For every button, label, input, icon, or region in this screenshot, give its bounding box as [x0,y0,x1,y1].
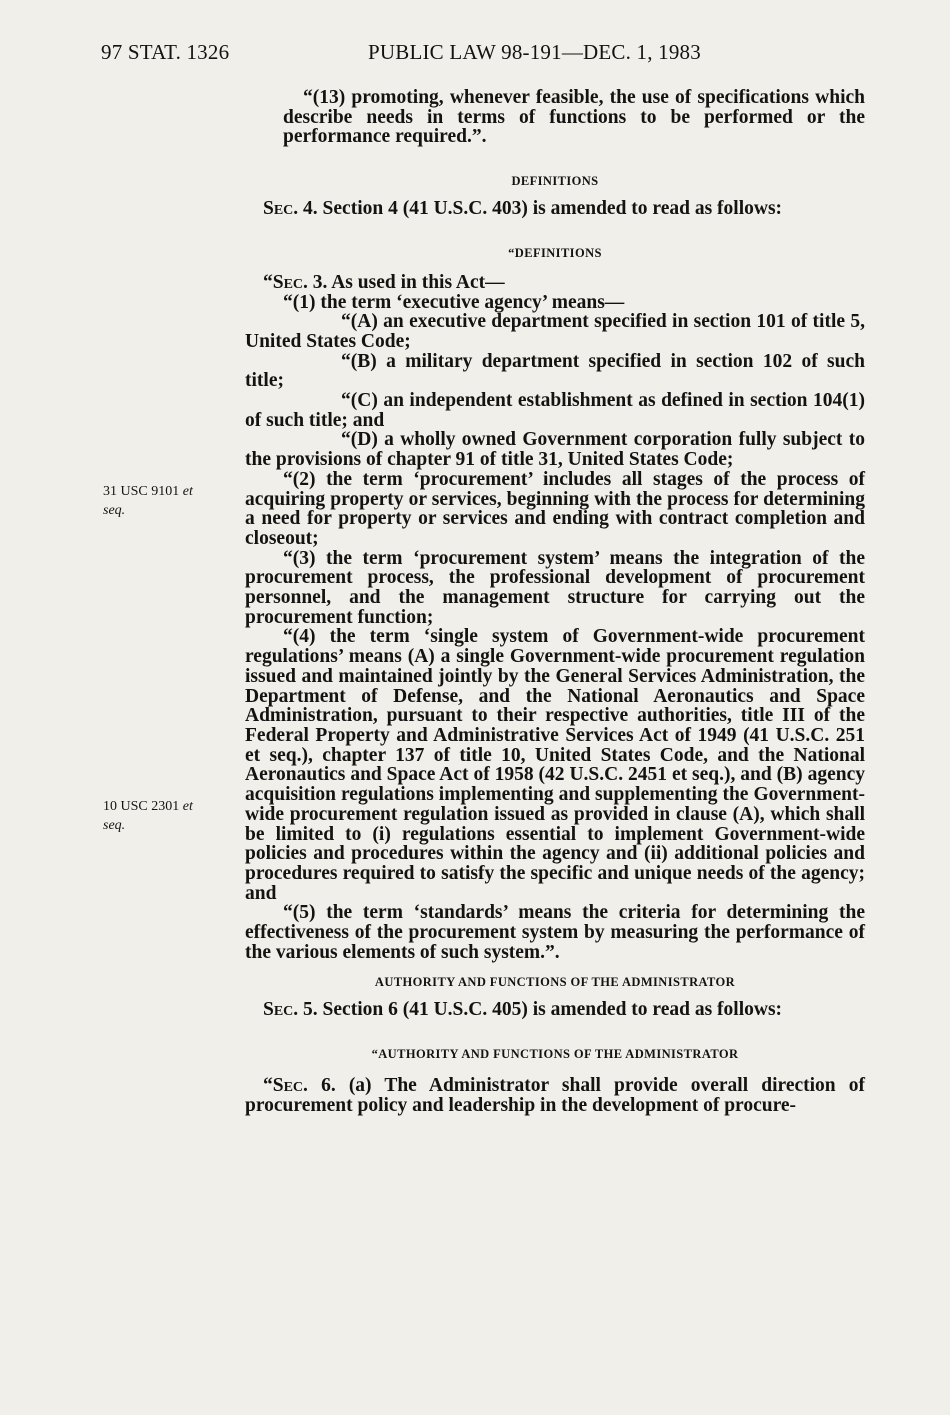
section-5-amendment [245,1000,865,1020]
margin-note-text: 10 USC 2301 [103,799,180,814]
margin-note-text: et [182,484,193,499]
section-6-text [245,1076,865,1115]
section-text: 4. Section 4 (41 U.S.C. 403) is amended to read as follows: [303,198,783,220]
definition-1b: “(B) a military department specified in section 102 of such title; [245,350,865,392]
section-text: 3. As used in this Act— [312,271,505,293]
section-heading-definitions: DEFINITIONS [511,174,599,189]
definition-1: “(1) the term ‘executive agency’ means— [283,291,625,313]
statute-body [245,88,865,1116]
section-label: “Sec. [263,271,308,293]
quoted-heading-definitions: “DEFINITIONS [508,245,602,260]
page-reference: 97 STAT. 1326 [101,40,230,64]
margin-note-text: et [182,799,193,814]
definition-4: “(4) the term ‘single system of Government-wide procurement regulations’ means (A) a single Government-wide procurement regulation issued and maintained jointly by the General Services Administration, the Department of Defense, and the National Aeronautics and Space Administration, pursuant to their respective authorities, title III of the Federal Property and Administrative Services Act of 1949 (41 U.S.C. 251 et seq.), chapter 137 of title 10, United States Code, and the National Aeronautics and Space Act of 1958 (42 U.S.C. 2451 et seq.), and (B) agency acquisition regulations implementing and supplementing the Government-wide procurement regulation issued as provided in clause (A), which shall be limited to (i) regulations essential to implement Government-wide policies and procedures within the agency and (ii) additional policies and procedures required to satisfy the specific and unique needs of the agency; and [245,626,865,904]
quoted-heading-authority: “AUTHORITY AND FUNCTIONS OF THE ADMINISTRATOR [371,1047,739,1062]
margin-note-text: 31 USC 9101 [103,484,180,499]
definition-1d: “(D) a wholly owned Government corporation fully subject to the provisions of chapter 91 of title 31, United States Code; [245,429,865,471]
paragraph-13: “(13) promoting, whenever feasible, the use of specifications which describe needs in terms of functions to be performed or the performance required.”. [283,87,865,148]
section-label: “Sec. [263,1075,308,1097]
definition-1c: “(C) an independent establishment as defined in section 104(1) of such title; and [245,390,865,431]
section-3-intro [245,273,865,293]
section-label: Sec. [263,198,299,220]
section-4-amendment [245,199,865,219]
margin-note-text: seq. [103,503,126,518]
definition-1a: “(A) an executive department specified in section 101 of title 5, United States Code; [245,311,865,352]
section-text: 5. Section 6 (41 U.S.C. 405) is amended to read as follows: [303,999,783,1021]
definition-3: “(3) the term ‘procurement system’ means the integration of the procurement process, the professional development of procurement personnel, and the management structure for carrying out the procurement function; [245,547,865,628]
margin-note-text: seq. [103,818,126,833]
section-text: 6. (a) The Administrator shall provide overall direction of procurement policy and leadership in the development of procure- [245,1075,866,1116]
definition-5: “(5) the term ‘standards’ means the criteria for determining the effectiveness of the procurement system by measuring the performance of the various elements of such system.”. [245,902,865,963]
section-label: Sec. [263,999,299,1021]
running-title: PUBLIC LAW 98-191—DEC. 1, 1983 [368,40,701,64]
margin-note-citation-2 [103,797,193,835]
section-heading-authority: AUTHORITY AND FUNCTIONS OF THE ADMINISTRATOR [374,975,736,990]
definition-2: “(2) the term ‘procurement’ includes all stages of the process of acquiring property or services, beginning with the process for determining a need for property or services and ending with contract completion and closeout; [245,468,865,549]
margin-note-citation-1 [103,482,193,520]
